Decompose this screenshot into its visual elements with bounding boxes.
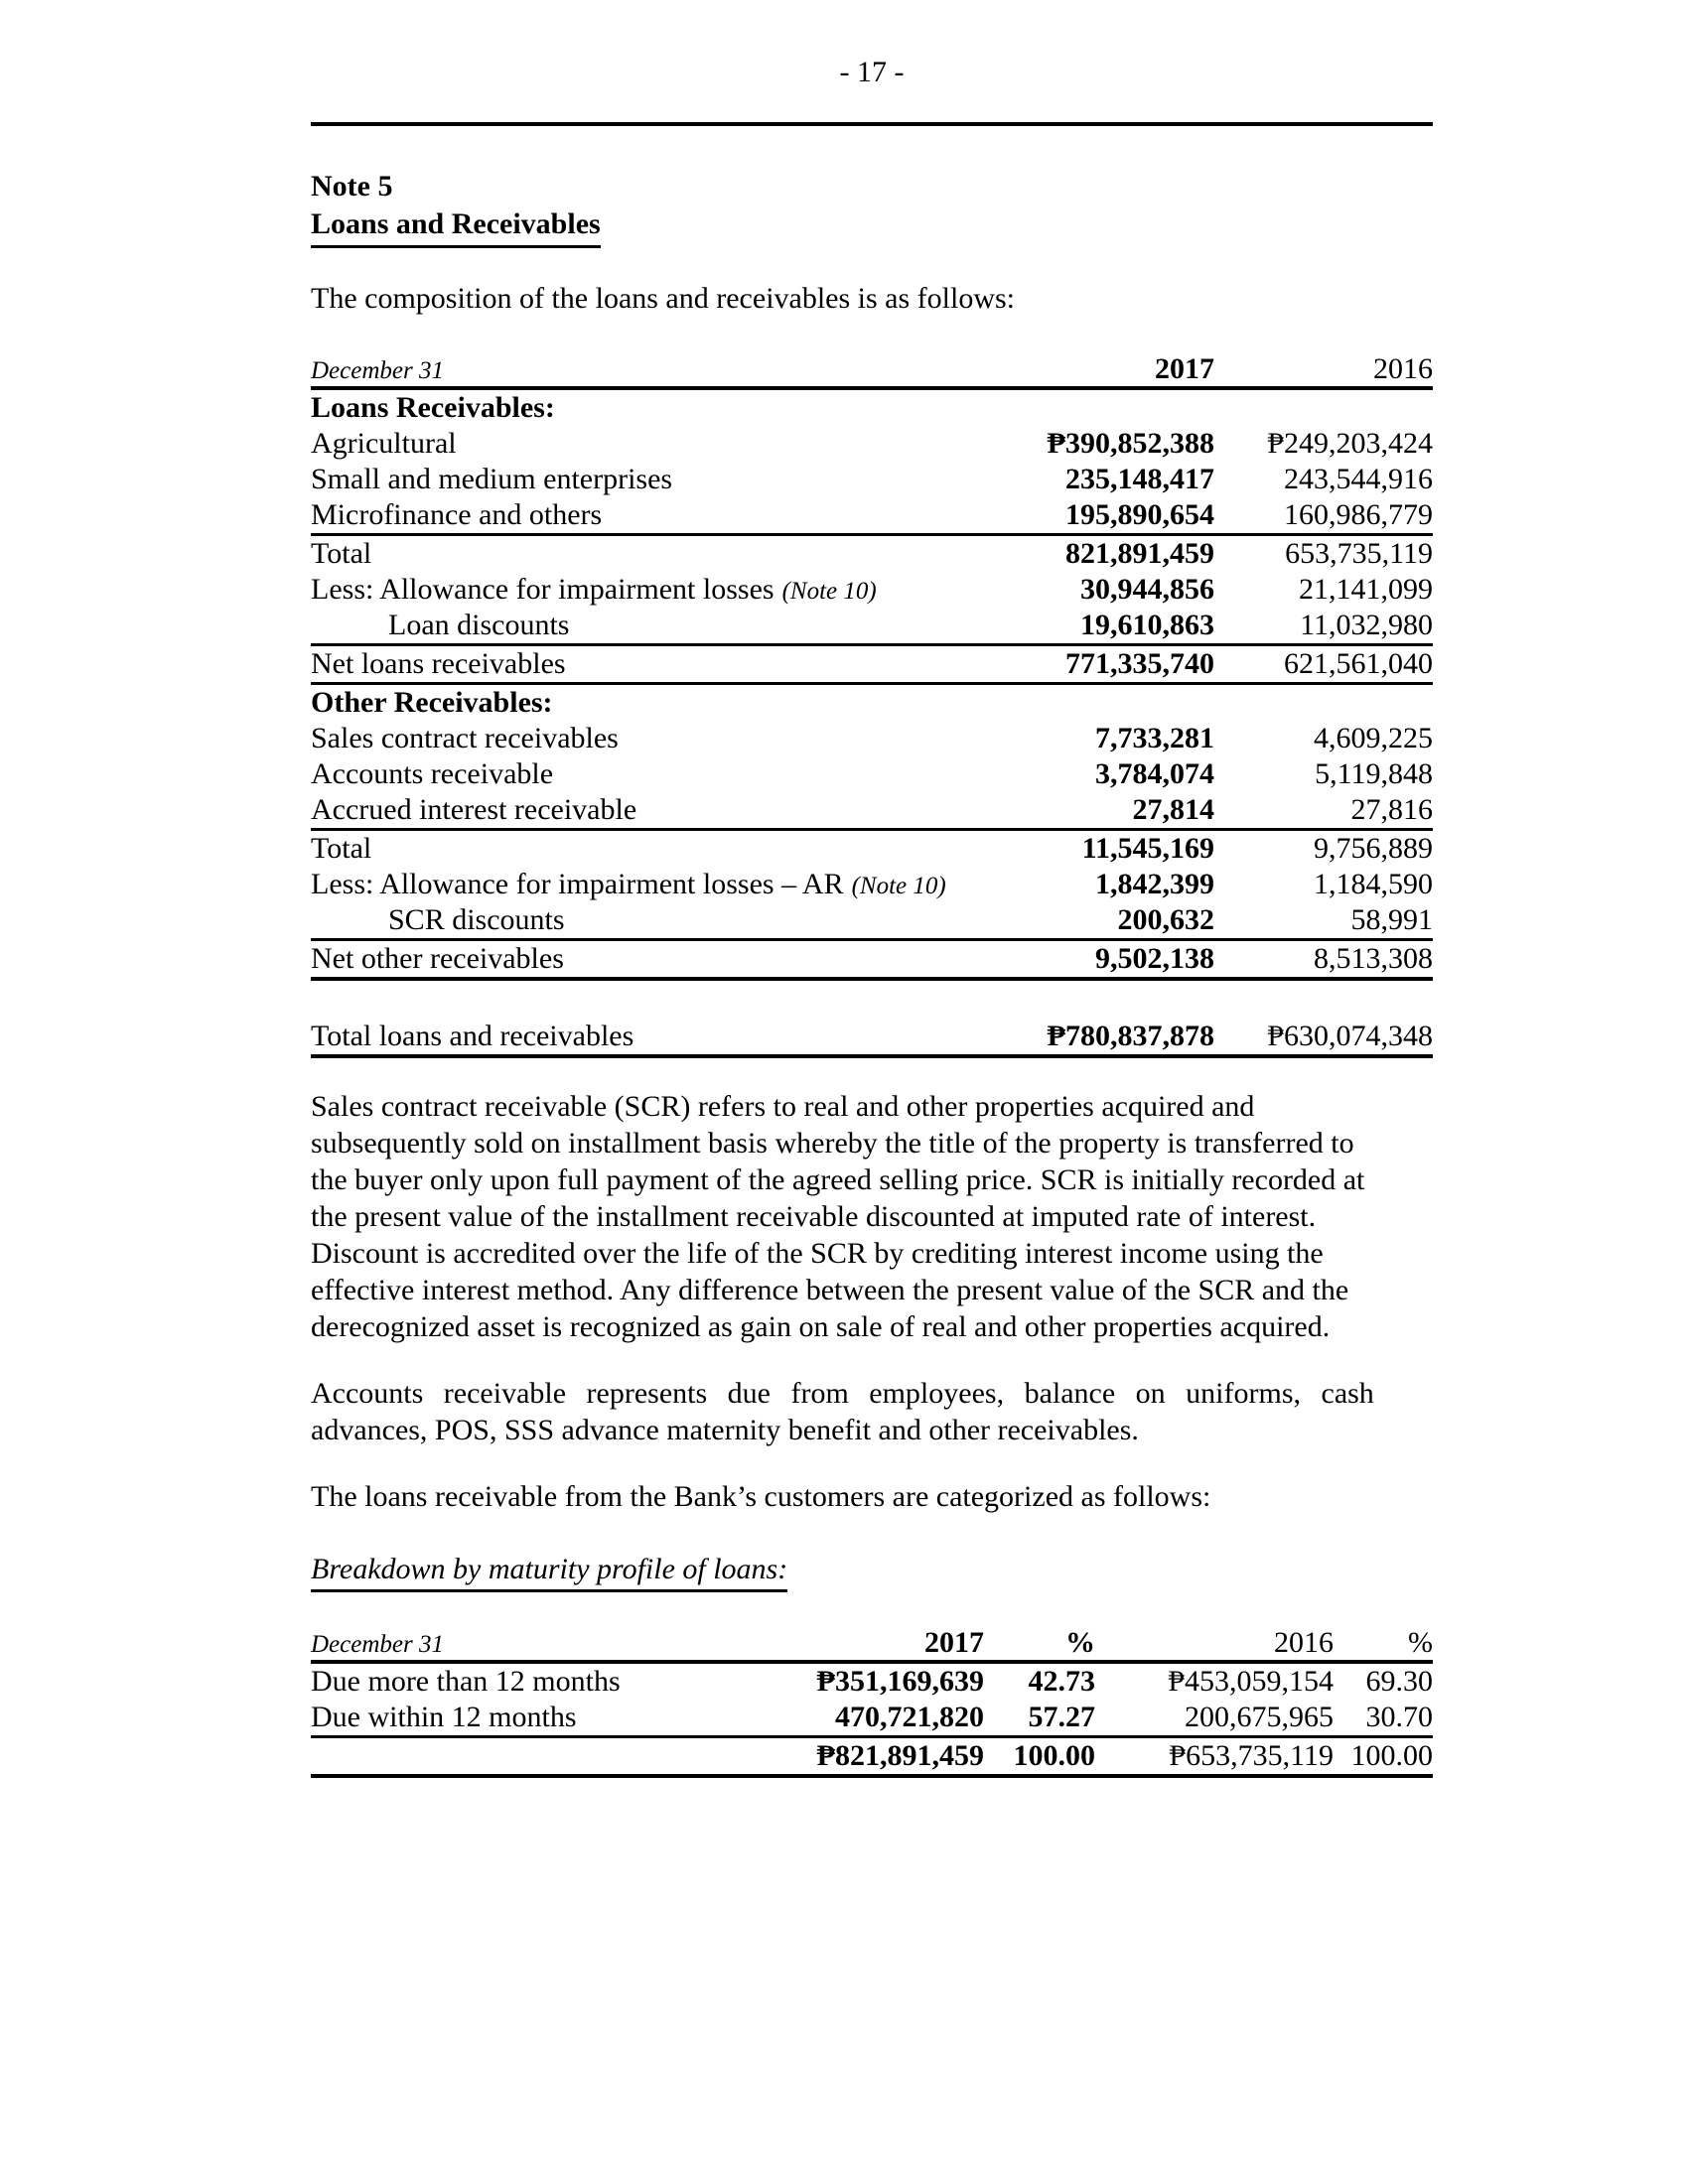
value-2017: 11,545,169 bbox=[1081, 832, 1214, 865]
value-2016: 5,119,848 bbox=[1315, 757, 1433, 790]
value-2017: 470,721,820 bbox=[835, 1701, 984, 1733]
table-row bbox=[311, 608, 1433, 643]
value-2017: 27,814 bbox=[1132, 793, 1214, 826]
value-2016: 27,816 bbox=[1350, 793, 1433, 826]
table-row bbox=[311, 792, 1433, 828]
row-label: Loans Receivables: bbox=[311, 391, 555, 424]
divider bbox=[311, 1774, 1433, 1778]
value-2017: ₱351,169,639 bbox=[816, 1665, 984, 1698]
row-label: Less: Allowance for impairment losses – AR (Note 10) bbox=[311, 868, 946, 900]
table-row bbox=[311, 867, 1433, 902]
row-label: Net loans receivables bbox=[311, 647, 566, 680]
row-label: Microfinance and others bbox=[311, 498, 603, 531]
value-2017: 7,733,281 bbox=[1095, 722, 1214, 754]
note-reference: (Note 10) bbox=[851, 873, 946, 899]
row-label: Accounts receivable bbox=[311, 757, 554, 790]
scr-paragraph bbox=[311, 1088, 1433, 1345]
paragraph-line: Accounts receivable represents due from employees, balance on uniforms, cash bbox=[311, 1377, 1374, 1410]
composition-table-header bbox=[311, 352, 1433, 386]
column-header-pct-2017: % bbox=[1065, 1626, 1095, 1659]
value-2016: ₱653,735,119 bbox=[1169, 1739, 1334, 1772]
row-label: Small and medium enterprises bbox=[311, 463, 673, 495]
value-2017: 200,632 bbox=[1117, 903, 1214, 936]
pct-2016: 100.00 bbox=[1350, 1739, 1433, 1772]
value-2017: 1,842,399 bbox=[1095, 868, 1214, 900]
page-number: - 17 - bbox=[839, 56, 905, 88]
table-row bbox=[311, 497, 1433, 533]
table-row bbox=[311, 941, 1433, 977]
value-2017: 195,890,654 bbox=[1065, 498, 1214, 531]
value-2017: ₱780,837,878 bbox=[1047, 1020, 1214, 1052]
row-label: Due more than 12 months bbox=[311, 1665, 621, 1698]
value-2016: ₱453,059,154 bbox=[1168, 1665, 1334, 1698]
value-2016: 21,141,099 bbox=[1299, 573, 1433, 606]
value-2016: 160,986,779 bbox=[1284, 498, 1433, 531]
value-2017: 30,944,856 bbox=[1080, 573, 1214, 606]
value-2016: 58,991 bbox=[1350, 903, 1433, 936]
table-row bbox=[311, 572, 1433, 608]
table-row bbox=[311, 1019, 1433, 1054]
paragraph-line: Sales contract receivable (SCR) refers to real and other properties acquired and bbox=[311, 1090, 1255, 1123]
pct-2017: 57.27 bbox=[1028, 1701, 1095, 1733]
pct-2016: 30.70 bbox=[1365, 1701, 1433, 1733]
value-2016: ₱630,074,348 bbox=[1267, 1020, 1433, 1052]
breakdown-heading: Breakdown by maturity profile of loans: bbox=[311, 1551, 1433, 1592]
table-row bbox=[311, 426, 1433, 462]
maturity-table bbox=[311, 1626, 1433, 1778]
column-header-2017: 2017 bbox=[1155, 352, 1214, 385]
paragraph-line: advances, POS, SSS advance maternity benefit and other receivables. bbox=[311, 1414, 1139, 1446]
value-2016: 8,513,308 bbox=[1314, 942, 1433, 975]
pct-2016: 69.30 bbox=[1365, 1665, 1433, 1698]
value-2017: 3,784,074 bbox=[1095, 757, 1214, 790]
row-label: Less: Allowance for impairment losses (Note 10) bbox=[311, 573, 877, 606]
value-2016: 200,675,965 bbox=[1185, 1701, 1334, 1733]
divider bbox=[311, 1054, 1433, 1058]
value-2016: 243,544,916 bbox=[1284, 463, 1433, 495]
value-2017: 19,610,863 bbox=[1080, 609, 1214, 641]
pct-2017: 100.00 bbox=[1013, 1739, 1095, 1772]
intro-text: The composition of the loans and receivables is as follows: bbox=[311, 282, 1015, 315]
row-label: SCR discounts bbox=[388, 903, 565, 936]
paragraph-line: the buyer only upon full payment of the agreed selling price. SCR is initially recorded at bbox=[311, 1163, 1365, 1196]
value-2017: ₱390,852,388 bbox=[1047, 427, 1214, 460]
value-2017: 821,891,459 bbox=[1065, 537, 1214, 570]
categorized-text: The loans receivable from the Bank’s customers are categorized as follows: bbox=[311, 1480, 1211, 1513]
paragraph-line: effective interest method. Any difference between the present value of the SCR and the bbox=[311, 1274, 1349, 1306]
note-heading bbox=[311, 168, 1433, 248]
table-row bbox=[311, 462, 1433, 497]
value-2016: 4,609,225 bbox=[1314, 722, 1433, 754]
paragraph-line: derecognized asset is recognized as gain on sale of real and other properties acquired. bbox=[311, 1310, 1331, 1343]
value-2016: 1,184,590 bbox=[1314, 868, 1433, 900]
row-label: Total bbox=[311, 832, 372, 865]
composition-table bbox=[311, 352, 1433, 1058]
paragraph-line: subsequently sold on installment basis whereby the title of the property is transferred to bbox=[311, 1127, 1354, 1160]
table-row bbox=[311, 721, 1433, 756]
table-row bbox=[311, 902, 1433, 938]
column-header-2016: 2016 bbox=[1274, 1626, 1334, 1659]
table-row bbox=[311, 1700, 1433, 1735]
pct-2017: 42.73 bbox=[1028, 1665, 1095, 1698]
value-2017: 235,148,417 bbox=[1065, 463, 1214, 495]
value-2016: ₱249,203,424 bbox=[1267, 427, 1433, 460]
column-header-date: December 31 bbox=[311, 1631, 444, 1658]
table-row bbox=[311, 685, 1433, 721]
column-header-2017: 2017 bbox=[924, 1626, 984, 1659]
table-row bbox=[311, 756, 1433, 792]
note-reference: (Note 10) bbox=[781, 578, 877, 605]
table-row bbox=[311, 831, 1433, 867]
table-row bbox=[311, 536, 1433, 572]
note-id: Note 5 bbox=[311, 170, 393, 203]
column-header-pct-2016: % bbox=[1408, 1626, 1433, 1659]
row-label: Loan discounts bbox=[388, 609, 570, 641]
maturity-table-header bbox=[311, 1626, 1433, 1660]
row-label: Total loans and receivables bbox=[311, 1020, 634, 1052]
column-header-2016: 2016 bbox=[1373, 352, 1433, 385]
row-label: Sales contract receivables bbox=[311, 722, 619, 754]
row-label: Agricultural bbox=[311, 427, 457, 460]
value-2016: 621,561,040 bbox=[1284, 647, 1433, 680]
table-row bbox=[311, 1738, 1433, 1774]
row-label: Due within 12 months bbox=[311, 1701, 577, 1733]
column-header-date: December 31 bbox=[311, 357, 444, 384]
note-title: Loans and Receivables bbox=[311, 205, 601, 248]
value-2016: 653,735,119 bbox=[1285, 537, 1433, 570]
value-2017: 9,502,138 bbox=[1095, 942, 1214, 975]
value-2016: 9,756,889 bbox=[1314, 832, 1433, 865]
table-row bbox=[311, 1664, 1433, 1700]
row-label: Accrued interest receivable bbox=[311, 793, 637, 826]
row-label: Other Receivables: bbox=[311, 686, 553, 719]
value-2017: ₱821,891,459 bbox=[816, 1739, 984, 1772]
paragraph-line: Discount is accredited over the life of the SCR by crediting interest income using the bbox=[311, 1237, 1324, 1270]
value-2016: 11,032,980 bbox=[1300, 609, 1433, 641]
table-spacer bbox=[311, 981, 1433, 1019]
row-label: Net other receivables bbox=[311, 942, 564, 975]
table-row bbox=[311, 646, 1433, 682]
paragraph-line: the present value of the installment receivable discounted at imputed rate of interest. bbox=[311, 1200, 1317, 1233]
table-row bbox=[311, 390, 1433, 426]
page-content bbox=[311, 0, 1433, 1778]
row-label: Total bbox=[311, 537, 372, 570]
header-divider bbox=[311, 122, 1433, 126]
ar-paragraph bbox=[311, 1375, 1433, 1448]
value-2017: 771,335,740 bbox=[1065, 647, 1214, 680]
